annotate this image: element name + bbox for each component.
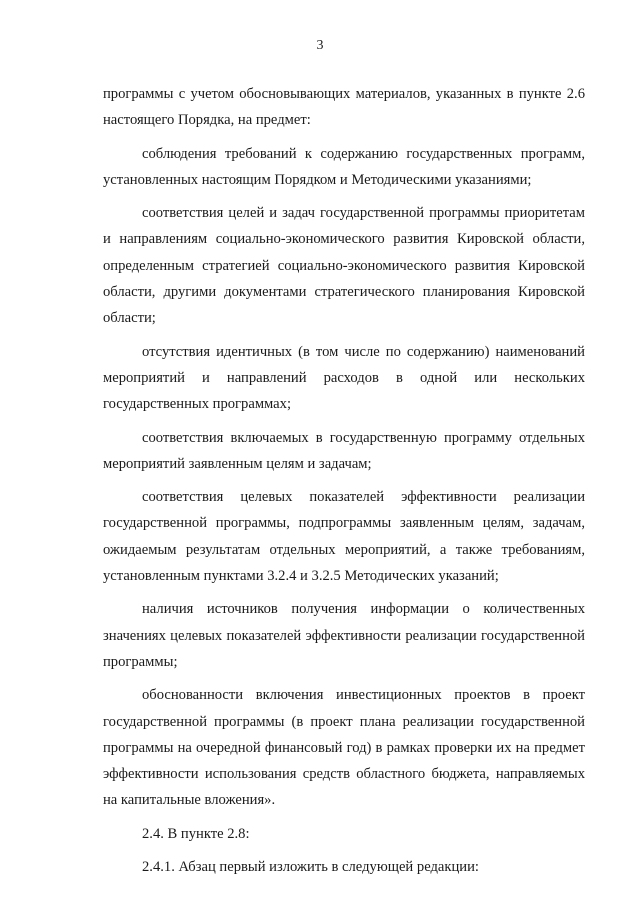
paragraph-continuation: программы с учетом обосновывающих материалов, указанных в пункте 2.6 настоящего Порядка, на предмет: [103,86,585,129]
paragraph-no-identical-names: отсутствия идентичных (в том числе по содержанию) наименований мероприятий и направлений расходов в одной или нескольких государственных программах; [103,343,585,413]
paragraph-measures-compliance: соответствия включаемых в государственную программу отдельных мероприятий заявленным целям и задачам; [103,429,585,472]
document-body [103,81,585,880]
paragraph-clause-2-4-1: 2.4.1. Абзац первый изложить в следующей редакции: [142,859,479,876]
paragraph-clause-2-4: 2.4. В пункте 2.8: [142,825,250,842]
paragraph-requirements-compliance: соблюдения требований к содержанию государственных программ, установленных настоящим Порядком и Методическими указаниями; [103,145,585,188]
paragraph-goals-compliance: соответствия целей и задач государственной программы приоритетам и направлениям социально-экономического развития Кировской области, определенным стратегией социально-экономического развития Кировской области, другими документами стратегического планирования Кировской области; [103,205,585,327]
page-number: 3 [316,38,324,53]
paragraph-information-sources: наличия источников получения информации о количественных значениях целевых показателей эффективности реализации государственной программы; [103,601,585,670]
paragraph-investment-projects: обоснованности включения инвестиционных проектов в проект государственной программы (в проект плана реализации государственной программы на очередной финансовый год) в рамках проверки их на предмет эффективности использования средств областного бюджета, направляемых на капитальные вложения». [103,687,585,809]
paragraph-indicators-compliance: соответствия целевых показателей эффективности реализации государственной программы, подпрограммы заявленным целям, задачам, ожидаемым результатам отдельных мероприятий, а также требованиям, установленным пунктами 3.2.4 и 3.2.5 Методических указаний; [103,489,585,585]
